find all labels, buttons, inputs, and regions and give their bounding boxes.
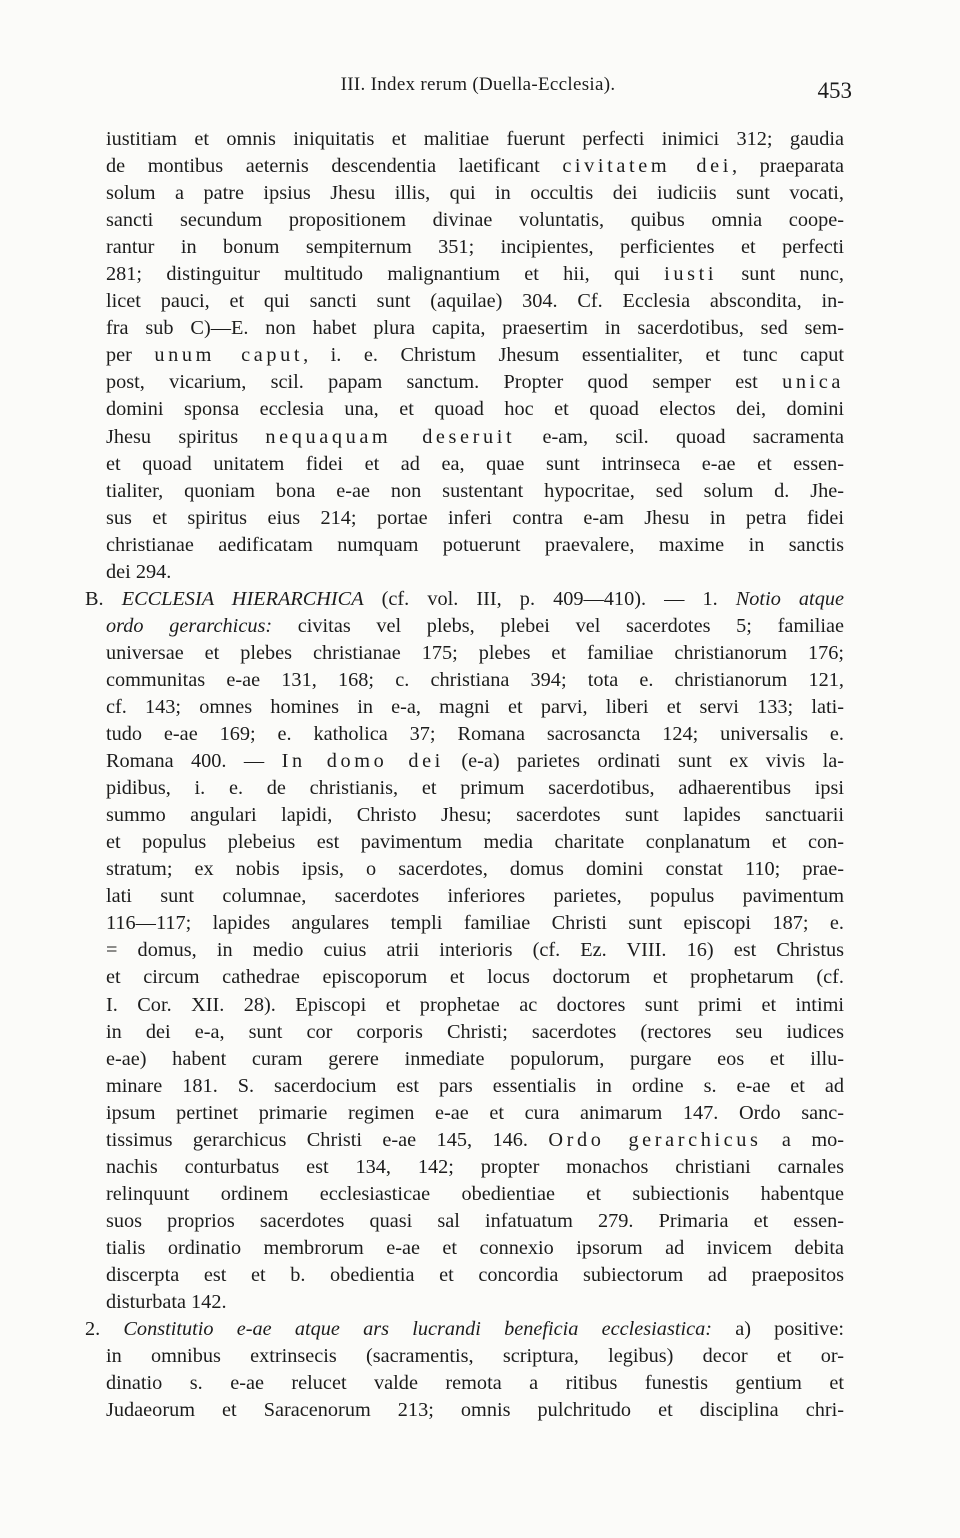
text-line [106, 1397, 844, 1424]
text-line [106, 1343, 844, 1370]
text-line [106, 1262, 844, 1289]
text-segment: Judaeorum et Saracenorum 213; omnis pulchritudo et disciplina chri- [106, 1399, 844, 1422]
italic-segment: Notio atque [735, 587, 844, 610]
page-number: 453 [817, 78, 852, 103]
text-segment: e-ae) habent curam gerere inmediate populorum, purgare eos et illu- [106, 1047, 844, 1070]
text-line [106, 478, 844, 505]
text-line [106, 451, 844, 478]
text-line [106, 1127, 844, 1154]
text-segment: 116—117; lapides angulares templi familiae Christi sunt episcopi 187; e. [106, 912, 844, 935]
text-line [106, 288, 844, 315]
text-line [106, 559, 844, 586]
text-segment: sus et spiritus eius 214; portae inferi contra e-am Jhesu in petra fidei [106, 506, 844, 529]
text-segment: et populus plebeius est pavimentum media charitate conplanatum et con- [106, 831, 844, 854]
text-line [85, 1316, 844, 1343]
text-line [106, 937, 844, 964]
text-segment: tissimus gerarchicus Christi e-ae 145, 146. [106, 1128, 549, 1151]
text-segment: universae et plebes christianae 175; plebes et familiae christianorum 176; [106, 641, 844, 664]
text-line [106, 829, 844, 856]
text-segment: summo angulari lapidi, Christo Jhesu; sacerdotes sunt lapides sanctuarii [106, 804, 844, 827]
text-segment: licet pauci, et qui sancti sunt (aquilae) 304. Cf. Ecclesia abscondita, in- [106, 290, 844, 313]
text-segment: de montibus aeternis descendentia laetificant [106, 155, 563, 178]
text-segment: rantur in bonum sempiternum 351; incipientes, perficientes et perfecti [106, 236, 844, 259]
text-line [106, 369, 844, 396]
spaced-emphasis: nequaquam deseruit [265, 425, 516, 448]
text-segment: tudo e-ae 169; e. katholica 37; Romana sacrosancta 124; universalis e. [106, 723, 844, 746]
text-line [106, 721, 844, 748]
text-line [106, 667, 844, 694]
text-line [106, 1235, 844, 1262]
text-segment: christianae aedificatam numquam potuerunt praevalere, maxime in sanctis [106, 533, 844, 556]
text-line [106, 424, 844, 451]
text-segment: sancti secundum propositionem divinae voluntatis, quibus omnia coope- [106, 209, 844, 232]
italic-segment: Constitutio e-ae atque ars lucrandi beneficia ecclesiastica: [123, 1318, 713, 1341]
text-line [106, 1100, 844, 1127]
text-line [106, 748, 844, 775]
text-segment: domini sponsa ecclesia una, et quoad hoc et quoad electos dei, domini [106, 398, 844, 421]
text-segment: a mo- [761, 1128, 844, 1151]
text-line [106, 1019, 844, 1046]
text-segment: discerpta est et b. obedientia et concordia subiectorum ad praepositos [106, 1263, 844, 1286]
text-line [106, 234, 844, 261]
running-head: III. Index rerum (Duella-Ecclesia). [340, 74, 616, 95]
text-line [106, 694, 844, 721]
spaced-emphasis: civitatem dei [562, 155, 732, 178]
text-segment: sunt nunc, [717, 263, 845, 286]
text-line [106, 856, 844, 883]
text-segment: suos proprios sacerdotes quasi sal infatuatum 279. Primaria et essen- [106, 1209, 844, 1232]
text-segment: fra sub C)—E. non habet plura capita, praesertim in sacerdotibus, sed sem- [106, 317, 844, 340]
text-line [106, 315, 844, 342]
text-line [106, 1289, 844, 1316]
text-segment: solum a patre ipsius Jhesu illis, qui in occultis dei iudiciis sunt vocati, [106, 182, 844, 205]
text-line [106, 1181, 844, 1208]
text-line [106, 180, 844, 207]
text-segment: Romana 400. — [106, 750, 282, 773]
text-segment: relinquunt ordinem ecclesiasticae obedientiae et subiectionis habentque [106, 1182, 844, 1205]
text-segment: ipsum pertinet primarie regimen e-ae et cura animarum 147. Ordo sanc- [106, 1101, 844, 1124]
text-segment: cf. 143; omnes homines in e-a, magni et parvi, liberi et servi 133; lati- [106, 695, 844, 718]
text-segment: civitas vel plebs, plebei vel sacerdotes 5; familiae [272, 614, 845, 637]
text-segment: in omnibus extrinsecis (sacramentis, scriptura, legibus) decor et or- [106, 1345, 844, 1368]
text-line [106, 153, 844, 180]
text-segment: e-am, scil. quoad sacramenta [515, 425, 845, 448]
text-segment: a) positive: [712, 1318, 845, 1341]
text-line [106, 396, 844, 423]
text-segment: communitas e-ae 131, 168; c. christiana 394; tota e. christianorum 121, [106, 668, 844, 691]
text-segment: tialis ordinatio membrorum e-ae et connexio ipsorum ad invicem debita [106, 1236, 844, 1259]
text-segment: dinatio s. e-ae relucet valde remota a ritibus funestis gentium et [106, 1372, 844, 1395]
spaced-emphasis: In domo dei [281, 750, 444, 773]
text-segment: post, vicarium, scil. papam sanctum. Propter quod semper est [106, 371, 783, 394]
text-segment: lati sunt columnae, sacerdotes inferiores parietes, populus pavimentum [106, 885, 844, 908]
text-line [106, 613, 844, 640]
text-segment: pidibus, i. e. de christianis, et primum sacerdotibus, adhaerentibus ipsi [106, 777, 844, 800]
index-body-text [85, 126, 845, 1424]
text-segment: nachis conturbatus est 134, 142; propter monachos christiani carnales [106, 1155, 844, 1178]
text-line [106, 1073, 844, 1100]
text-line [106, 640, 844, 667]
italic-segment: ordo gerarchicus: [106, 614, 273, 637]
text-segment: (cf. vol. III, p. 409—410). — 1. [363, 587, 736, 610]
text-line [106, 1208, 844, 1235]
spaced-emphasis: unica [782, 371, 844, 394]
text-line [106, 910, 844, 937]
text-line [106, 883, 844, 910]
text-segment: per [106, 344, 155, 367]
text-line [106, 207, 844, 234]
text-line [106, 532, 844, 559]
text-segment: B. [85, 587, 122, 610]
text-segment: disturbata 142. [106, 1291, 227, 1314]
text-line [106, 964, 844, 991]
spaced-emphasis: Ordo gerarchicus [548, 1128, 762, 1151]
spaced-emphasis: unum caput [154, 344, 304, 367]
text-segment: iustitiam et omnis iniquitatis et malitiae fuerunt perfecti inimici 312; gaudia [106, 128, 844, 150]
text-segment: tialiter, quoniam bona e-ae non sustentant hypocritae, sed solum d. Jhe- [106, 479, 844, 502]
text-segment: 2. [85, 1318, 124, 1341]
text-line [106, 775, 844, 802]
text-line [106, 1370, 844, 1397]
text-line [106, 802, 844, 829]
text-segment: 281; distinguitur multitudo malignantium et hii, qui [106, 263, 665, 286]
text-segment: , i. e. Christum Jhesum essentialiter, et tunc caput [303, 344, 844, 367]
italic-segment: ECCLESIA HIERARCHICA [121, 587, 364, 610]
text-segment: (e-a) parietes ordinati sunt ex vivis la- [443, 750, 844, 773]
text-segment: = domus, in medio cuius atrii interioris (cf. Ez. VIII. 16) est Christus [106, 939, 844, 962]
text-segment: dei 294. [106, 560, 172, 583]
text-segment: et quoad unitatem fidei et ad ea, quae sunt intrinseca e-ae et essen- [106, 452, 844, 475]
text-line [106, 126, 844, 153]
text-segment: et circum cathedrae episcoporum et locus doctorum et prophetarum (cf. [106, 966, 844, 989]
text-segment: stratum; ex nobis ipsis, o sacerdotes, domus domini constat 110; prae- [106, 858, 844, 881]
text-line [106, 342, 844, 369]
text-line [106, 992, 844, 1019]
text-segment: minare 181. S. sacerdocium est pars essentialis in ordine s. e-ae et ad [106, 1074, 844, 1097]
text-line [106, 1046, 844, 1073]
text-line [106, 1154, 844, 1181]
text-segment: I. Cor. XII. 28). Episcopi et prophetae ac doctores sunt primi et intimi [106, 993, 844, 1016]
text-segment: Jhesu spiritus [106, 425, 266, 448]
text-segment: , praeparata [731, 155, 845, 178]
text-line [106, 261, 844, 288]
text-line [85, 586, 844, 613]
spaced-emphasis: iusti [664, 263, 718, 286]
text-segment: in dei e-a, sunt cor corporis Christi; sacerdotes (rectores seu iudices [106, 1020, 844, 1043]
text-line [106, 505, 844, 532]
